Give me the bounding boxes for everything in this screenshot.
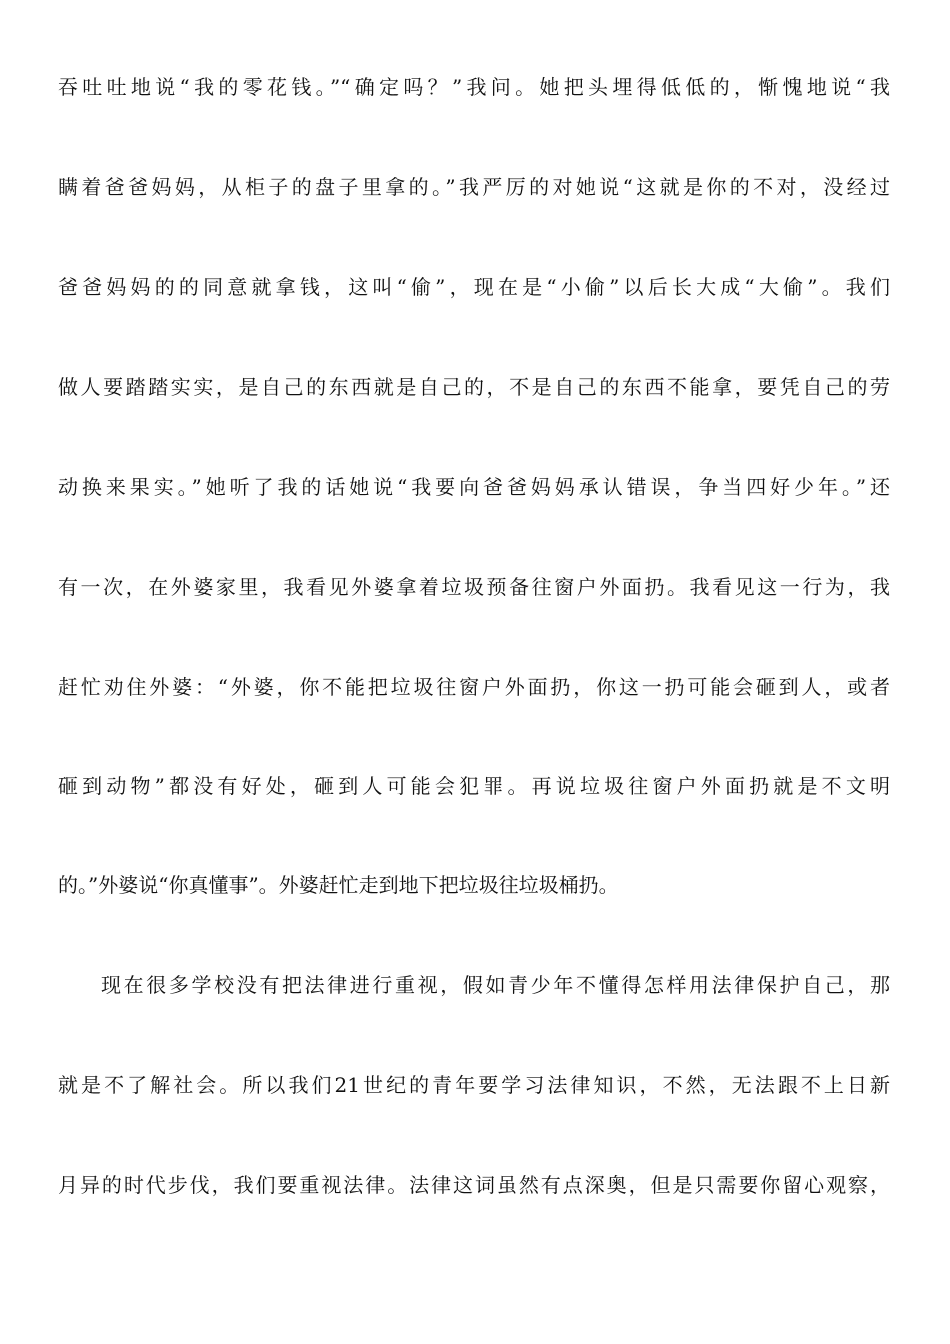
text-line: 赶忙劝住外婆：“外婆，你不能把垃圾往窗户外面扔，你这一扔可能会砸到人，或者 (58, 675, 890, 699)
text-line: 吞吐吐地说“我的零花钱。”“确定吗？”我问。她把头埋得低低的，惭愧地说“我 (58, 75, 890, 99)
text-line: 动换来果实。”她听了我的话她说“我要向爸爸妈妈承认错误，争当四好少年。”还 (58, 475, 890, 499)
text-line: 就是不了解社会。所以我们21世纪的青年要学习法律知识，不然，无法跟不上日新 (58, 1073, 890, 1097)
paragraph-first-line: 现在很多学校没有把法律进行重视，假如青少年不懂得怎样用法律保护自己，那 (101, 973, 890, 997)
text-line: 砸到动物”都没有好处，砸到人可能会犯罪。再说垃圾往窗户外面扔就是不文明 (58, 774, 890, 798)
text-line: 爸爸妈妈的的同意就拿钱，这叫“偷”，现在是“小偷”以后长大成“大偷”。我们 (58, 275, 890, 299)
text-line: 做人要踏踏实实，是自己的东西就是自己的，不是自己的东西不能拿，要凭自己的劳 (58, 375, 890, 399)
text-line: 瞒着爸爸妈妈，从柜子的盘子里拿的。”我严厉的对她说“这就是你的不对，没经过 (58, 175, 890, 199)
text-line: 的。”外婆说“你真懂事”。外婆赶忙走到地下把垃圾往垃圾桶扔。 (58, 873, 619, 897)
text-line: 有一次，在外婆家里，我看见外婆拿着垃圾预备往窗户外面扔。我看见这一行为，我 (58, 575, 890, 599)
text-line: 月异的时代步伐，我们要重视法律。法律这词虽然有点深奥，但是只需要你留心观察， (58, 1173, 890, 1197)
